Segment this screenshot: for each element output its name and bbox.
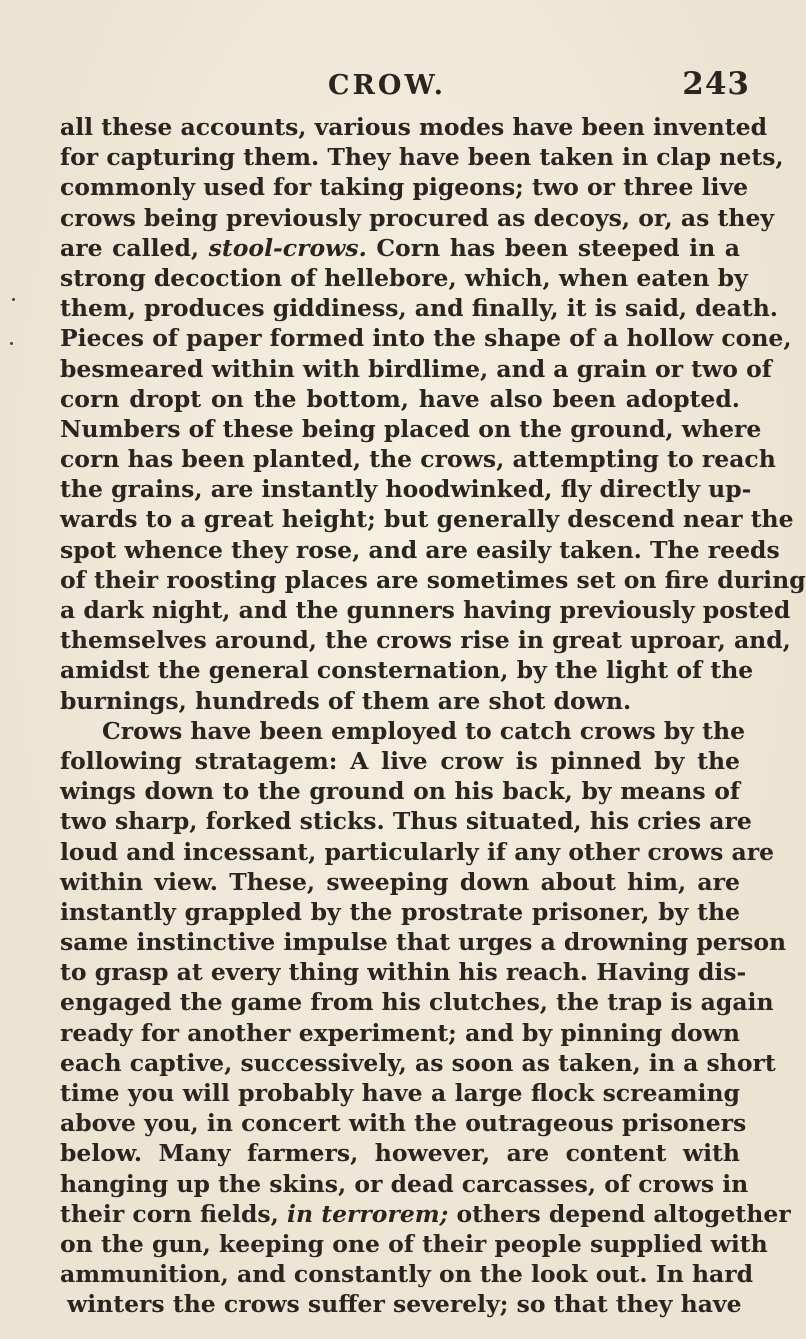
text-line: engaged the game from his clutches, the trap is again (60, 988, 774, 1017)
margin-speck (10, 342, 13, 345)
text-line: instantly grappled by the prostrate prisoner, by the (60, 897, 740, 926)
text-line: on the gun, keeping one of their people supplied with (60, 1229, 768, 1258)
text-line: same instinctive impulse that urges a drowning person (60, 928, 787, 957)
text-line: of their roosting places are sometimes set on fire during (60, 565, 806, 594)
text-line (60, 1199, 791, 1229)
text-line: above you, in concert with the outrageous prisoners (60, 1109, 747, 1138)
text-line: following stratagem: A live crow is pinned by the (60, 746, 740, 775)
text-fragment: others depend altogether (448, 1199, 791, 1228)
text-fragment: their corn fields, (60, 1199, 288, 1228)
text-line: for capturing them. They have been taken in clap nets, (60, 143, 784, 172)
text-line: winters the crows suffer severely; so that they have (67, 1290, 742, 1319)
text-line: them, produces giddiness, and finally, it is said, death. (60, 294, 778, 323)
text-line: corn dropt on the bottom, have also been adopted. (60, 384, 740, 413)
text-line: a dark night, and the gunners having previously posted (60, 596, 791, 624)
text-line: strong decoction of hellebore, which, when eaten by (60, 263, 748, 292)
running-head-title: CROW. (328, 70, 446, 101)
italic-term: stool-crows. (208, 233, 367, 262)
margin-speck (12, 298, 15, 301)
text-line: themselves around, the crows rise in great uproar, and, (60, 626, 791, 655)
text-line: ready for another experiment; and by pinning down (60, 1018, 740, 1047)
text-line: time you will probably have a large flock screaming (60, 1079, 740, 1107)
text-line (60, 233, 740, 263)
text-line: ammunition, and constantly on the look out. In hard (60, 1260, 754, 1289)
text-line: within view. These, sweeping down about him, are (60, 867, 740, 896)
text-line: Pieces of paper formed into the shape of a hollow cone, (60, 324, 792, 353)
text-fragment: Corn has been steeped in a (366, 233, 740, 262)
text-fragment: are called, (60, 233, 209, 262)
text-line: the grains, are instantly hoodwinked, fly directly up- (60, 475, 752, 504)
body-text (60, 112, 806, 1320)
running-head (60, 66, 750, 106)
text-line: hanging up the skins, or dead carcasses, of crows in (60, 1169, 749, 1198)
text-line: besmeared within with birdlime, and a grain or two of (60, 354, 772, 383)
text-line: to grasp at every thing within his reach. Having dis- (60, 958, 747, 987)
text-line: Numbers of these being placed on the ground, where (60, 414, 762, 443)
text-line: crows being previously procured as decoys, or, as they (60, 203, 775, 232)
paragraph-start-line: Crows have been employed to catch crows by the (102, 716, 746, 745)
text-line: two sharp, forked sticks. Thus situated, his cries are (60, 807, 752, 836)
text-line: all these accounts, various modes have been invented (60, 113, 767, 141)
text-line: corn has been planted, the crows, attempting to reach (60, 445, 776, 474)
text-line: loud and incessant, particularly if any other crows are (60, 837, 775, 866)
text-line: amidst the general consternation, by the light of the (60, 656, 754, 685)
text-line: burnings, hundreds of them are shot down. (60, 686, 632, 715)
text-line: commonly used for taking pigeons; two or three live (60, 173, 749, 202)
text-line: spot whence they rose, and are easily taken. The reeds (60, 535, 780, 564)
text-line: wings down to the ground on his back, by means of (60, 777, 740, 806)
italic-phrase: in terrorem; (287, 1199, 449, 1228)
text-line: below. Many farmers, however, are content with (60, 1139, 740, 1168)
text-line: each captive, successively, as soon as taken, in a short (60, 1048, 776, 1077)
page-number: 243 (682, 66, 750, 102)
text-line: wards to a great height; but generally descend near the (60, 505, 794, 534)
